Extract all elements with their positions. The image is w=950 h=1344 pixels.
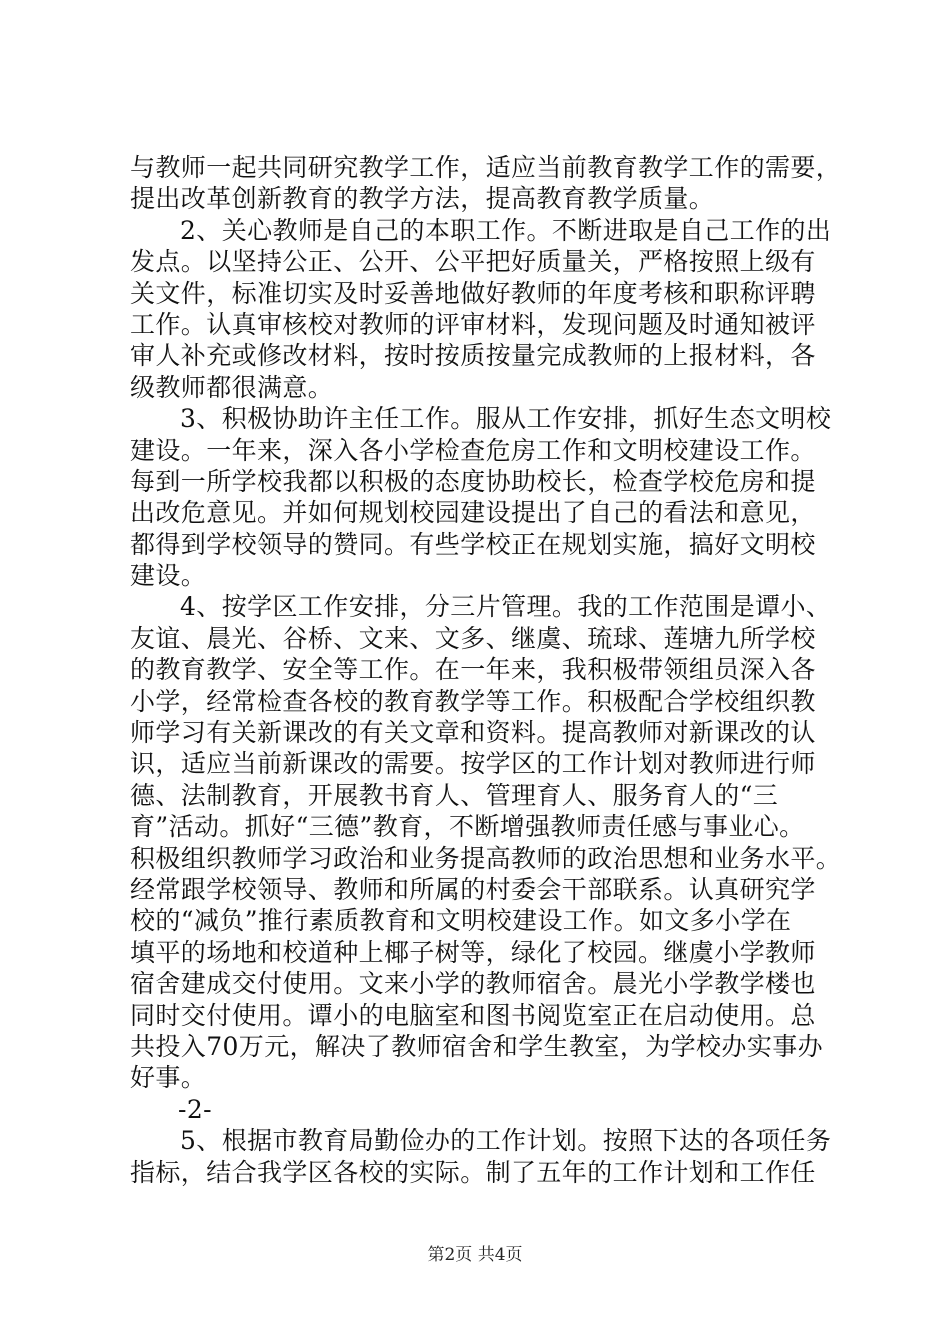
text-line: 德、法制教育，开展教书育人、管理育人、服务育人的“三 — [130, 780, 779, 810]
text-line: 与教师一起共同研究教学工作，适应当前教育教学工作的需要， — [130, 153, 842, 182]
text-line: 友谊、晨光、谷桥、文来、文多、继虞、琉球、莲塘九所学校 — [130, 623, 816, 653]
text-line: 同时交付使用。谭小的电脑室和图书阅览室正在启动使用。总 — [130, 1000, 816, 1030]
text-line: 宿舍建成交付使用。文来小学的教师宿舍。晨光小学教学楼也 — [130, 969, 816, 999]
text-line: 每到一所学校我都以积极的态度协助校长，检查学校危房和提 — [130, 466, 816, 496]
text-line: 关文件，标准切实及时妥善地做好教师的年度考核和职称评聘 — [130, 278, 816, 308]
text-line: 出改危意见。并如何规划校园建设提出了自己的看法和意见， — [130, 498, 816, 528]
text-line: 提出改革创新教育的教学方法，提高教育教学质量。 — [130, 184, 715, 214]
text-line: 填平的场地和校道种上椰子树等，绿化了校园。继虞小学教师 — [130, 937, 816, 967]
text-line: 都得到学校领导的赞同。有些学校正在规划实施，搞好文明校 — [130, 529, 816, 559]
text-line: 小学，经常检查各校的教育教学等工作。积极配合学校组织教 — [130, 686, 816, 716]
text-line: 经常跟学校领导、教师和所属的村委会干部联系。认真研究学 — [130, 874, 816, 904]
text-line: 指标，结合我学区各校的实际。制了五年的工作计划和工作任 — [130, 1157, 816, 1187]
inline-page-marker: -2- — [178, 1094, 213, 1124]
text-line: 师学习有关新课改的有关文章和资料。提高教师对新课改的认 — [130, 718, 816, 748]
text-line: 级教师都很满意。 — [130, 372, 334, 402]
text-line: 共投入70万元，解决了教师宿舍和学生教室，为学校办实事办 — [130, 1031, 824, 1061]
text-line: 识，适应当前新课改的需要。按学区的工作计划对教师进行师 — [130, 749, 816, 779]
text-line: 校的“减负”推行素质教育和文明校建设工作。如文多小学在 — [130, 906, 792, 936]
text-line: 工作。认真审核校对教师的评审材料，发现问题及时通知被评 — [130, 309, 816, 339]
text-line: 审人补充或修改材料，按时按质按量完成教师的上报材料，各 — [130, 341, 816, 371]
text-line: 5、根据市教育局勤俭办的工作计划。按照下达的各项任务 — [180, 1126, 832, 1156]
text-line: 建设。一年来，深入各小学检查危房工作和文明校建设工作。 — [130, 435, 816, 465]
text-line: 的教育教学、安全等工作。在一年来，我积极带领组员深入各 — [130, 655, 816, 685]
text-line: 3、积极协助许主任工作。服从工作安排，抓好生态文明校 — [180, 404, 832, 434]
text-line: 好事。 — [130, 1063, 207, 1093]
page-footer: 第2页 共4页 — [427, 1245, 523, 1265]
text-line: 2、关心教师是自己的本职工作。不断进取是自己工作的出 — [180, 215, 832, 245]
text-line: 建设。 — [130, 561, 207, 591]
text-line: 育”活动。抓好“三德”教育，不断增强教师责任感与事业心。 — [130, 812, 805, 842]
document-body — [130, 152, 842, 1188]
text-line: 发点。以坚持公正、公开、公平把好质量关，严格按照上级有 — [130, 247, 816, 277]
text-line: 积极组织教师学习政治和业务提高教师的政治思想和业务水平。 — [130, 843, 842, 873]
text-line: 4、按学区工作安排，分三片管理。我的工作范围是谭小、 — [180, 592, 832, 622]
